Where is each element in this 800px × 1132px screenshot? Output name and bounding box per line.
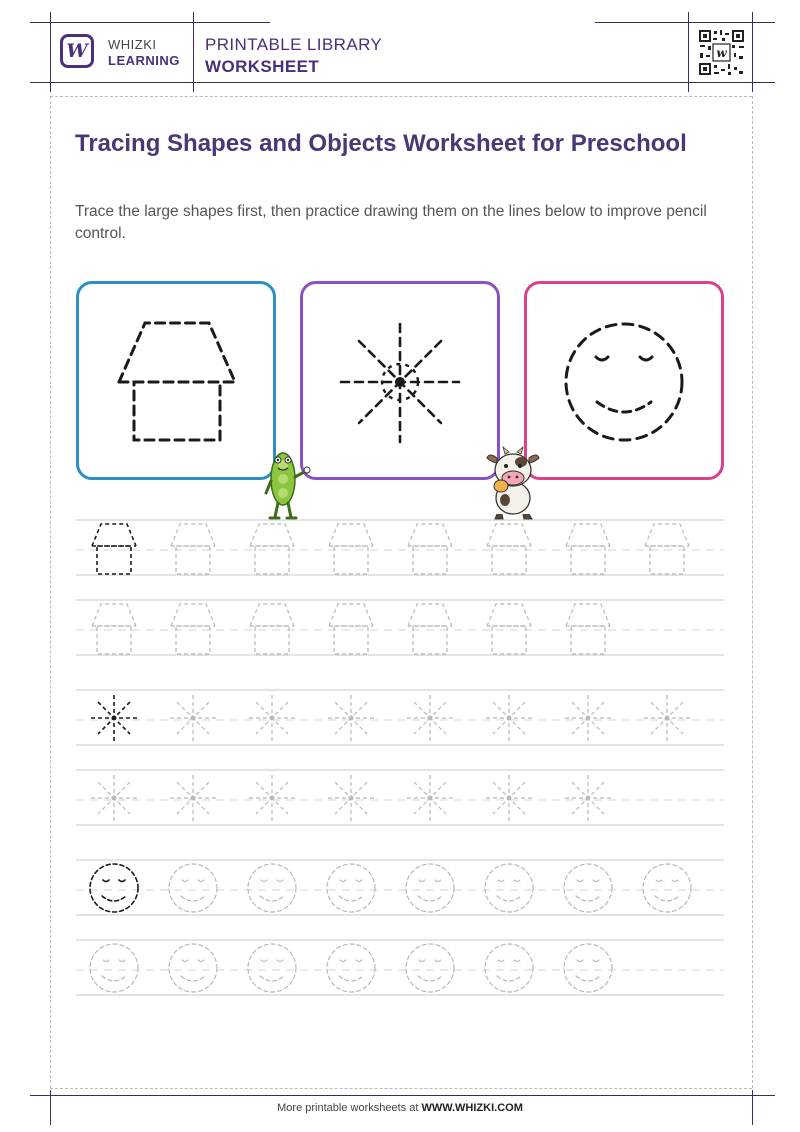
trace-house-icon xyxy=(171,604,215,654)
practice-row-sun-1 xyxy=(76,690,724,745)
worksheet-title: Tracing Shapes and Objects Worksheet for Preschool xyxy=(75,130,687,157)
trace-house-icon xyxy=(92,524,136,574)
trace-house-icon xyxy=(487,604,531,654)
trace-house-icon xyxy=(645,524,689,574)
practice-row-smiley-1 xyxy=(76,860,724,915)
trace-house-icon xyxy=(250,524,294,574)
library-label: PRINTABLE LIBRARY xyxy=(205,35,383,54)
house-icon xyxy=(79,284,273,477)
trace-house-icon xyxy=(487,524,531,574)
trace-house-icon xyxy=(171,524,215,574)
header-divider-1 xyxy=(193,12,194,92)
trace-sun-icon xyxy=(644,695,690,741)
trace-house-icon xyxy=(566,524,610,574)
trace-sun-icon xyxy=(328,695,374,741)
header-top-line-right xyxy=(595,22,775,23)
trace-smiley-icon xyxy=(248,864,296,912)
trace-sun-icon xyxy=(565,695,611,741)
trace-house-icon xyxy=(329,604,373,654)
frame-bottom-dashed xyxy=(50,1088,752,1089)
trace-house-icon xyxy=(250,604,294,654)
trace-smiley-icon xyxy=(485,864,533,912)
logo-letter: W xyxy=(66,40,88,62)
qr-code-icon xyxy=(698,29,745,76)
trace-sun-icon xyxy=(486,775,532,821)
trace-sun-icon xyxy=(328,775,374,821)
worksheet-instructions: Trace the large shapes first, then practice drawing them on the lines below to improve pencil control. xyxy=(75,203,707,242)
header-divider-2 xyxy=(688,12,689,92)
practice-area xyxy=(0,510,800,1000)
trace-sun-icon xyxy=(565,775,611,821)
trace-house-icon xyxy=(566,604,610,654)
trace-house-icon xyxy=(408,604,452,654)
trace-smiley-icon xyxy=(90,864,138,912)
footer-prefix: More printable worksheets at xyxy=(277,1102,422,1114)
trace-sun-icon xyxy=(170,695,216,741)
trace-sun-icon xyxy=(407,695,453,741)
trace-smiley-icon xyxy=(248,944,296,992)
trace-house-icon xyxy=(329,524,373,574)
worksheet-label: WORKSHEET xyxy=(205,57,320,76)
whizki-logo xyxy=(60,34,94,68)
trace-sun-icon xyxy=(486,695,532,741)
trace-sun-icon xyxy=(91,775,137,821)
sun-burst-icon xyxy=(303,284,497,477)
smiley-face-icon xyxy=(527,284,721,477)
trace-sun-icon xyxy=(249,695,295,741)
trace-smiley-icon xyxy=(169,864,217,912)
trace-smiley-icon xyxy=(169,944,217,992)
trace-sun-icon xyxy=(91,695,137,741)
practice-row-smiley-2 xyxy=(76,940,724,995)
trace-house-icon xyxy=(92,604,136,654)
trace-smiley-icon xyxy=(643,864,691,912)
trace-sun-icon xyxy=(170,775,216,821)
header-top-line-left xyxy=(30,22,270,23)
footer-site-link[interactable]: WWW.WHIZKI.COM xyxy=(421,1102,523,1114)
footer-text xyxy=(0,1102,800,1114)
trace-smiley-icon xyxy=(406,944,454,992)
practice-row-sun-2 xyxy=(76,770,724,825)
frame-top-dashed xyxy=(50,96,752,97)
cow-mascot-icon xyxy=(483,444,543,520)
trace-smiley-icon xyxy=(564,944,612,992)
trace-smiley-icon xyxy=(327,864,375,912)
practice-row-house-1 xyxy=(76,520,724,575)
shape-card-house xyxy=(76,281,276,480)
practice-row-house-2 xyxy=(76,600,724,655)
brand-name-bottom: LEARNING xyxy=(108,53,180,68)
shape-card-smiley xyxy=(524,281,724,480)
trace-sun-icon xyxy=(407,775,453,821)
trace-smiley-icon xyxy=(406,864,454,912)
trace-house-icon xyxy=(408,524,452,574)
brand-name-top: WHIZKI xyxy=(108,37,157,52)
trace-smiley-icon xyxy=(564,864,612,912)
trace-sun-icon xyxy=(249,775,295,821)
trace-smiley-icon xyxy=(485,944,533,992)
shape-card-sun xyxy=(300,281,500,480)
header-left-border xyxy=(50,12,51,92)
footer-line xyxy=(30,1095,775,1096)
header-right-border xyxy=(752,12,753,92)
svg-text:w: w xyxy=(716,46,727,60)
trace-smiley-icon xyxy=(90,944,138,992)
trace-smiley-icon xyxy=(327,944,375,992)
header-bottom-line xyxy=(30,82,775,83)
